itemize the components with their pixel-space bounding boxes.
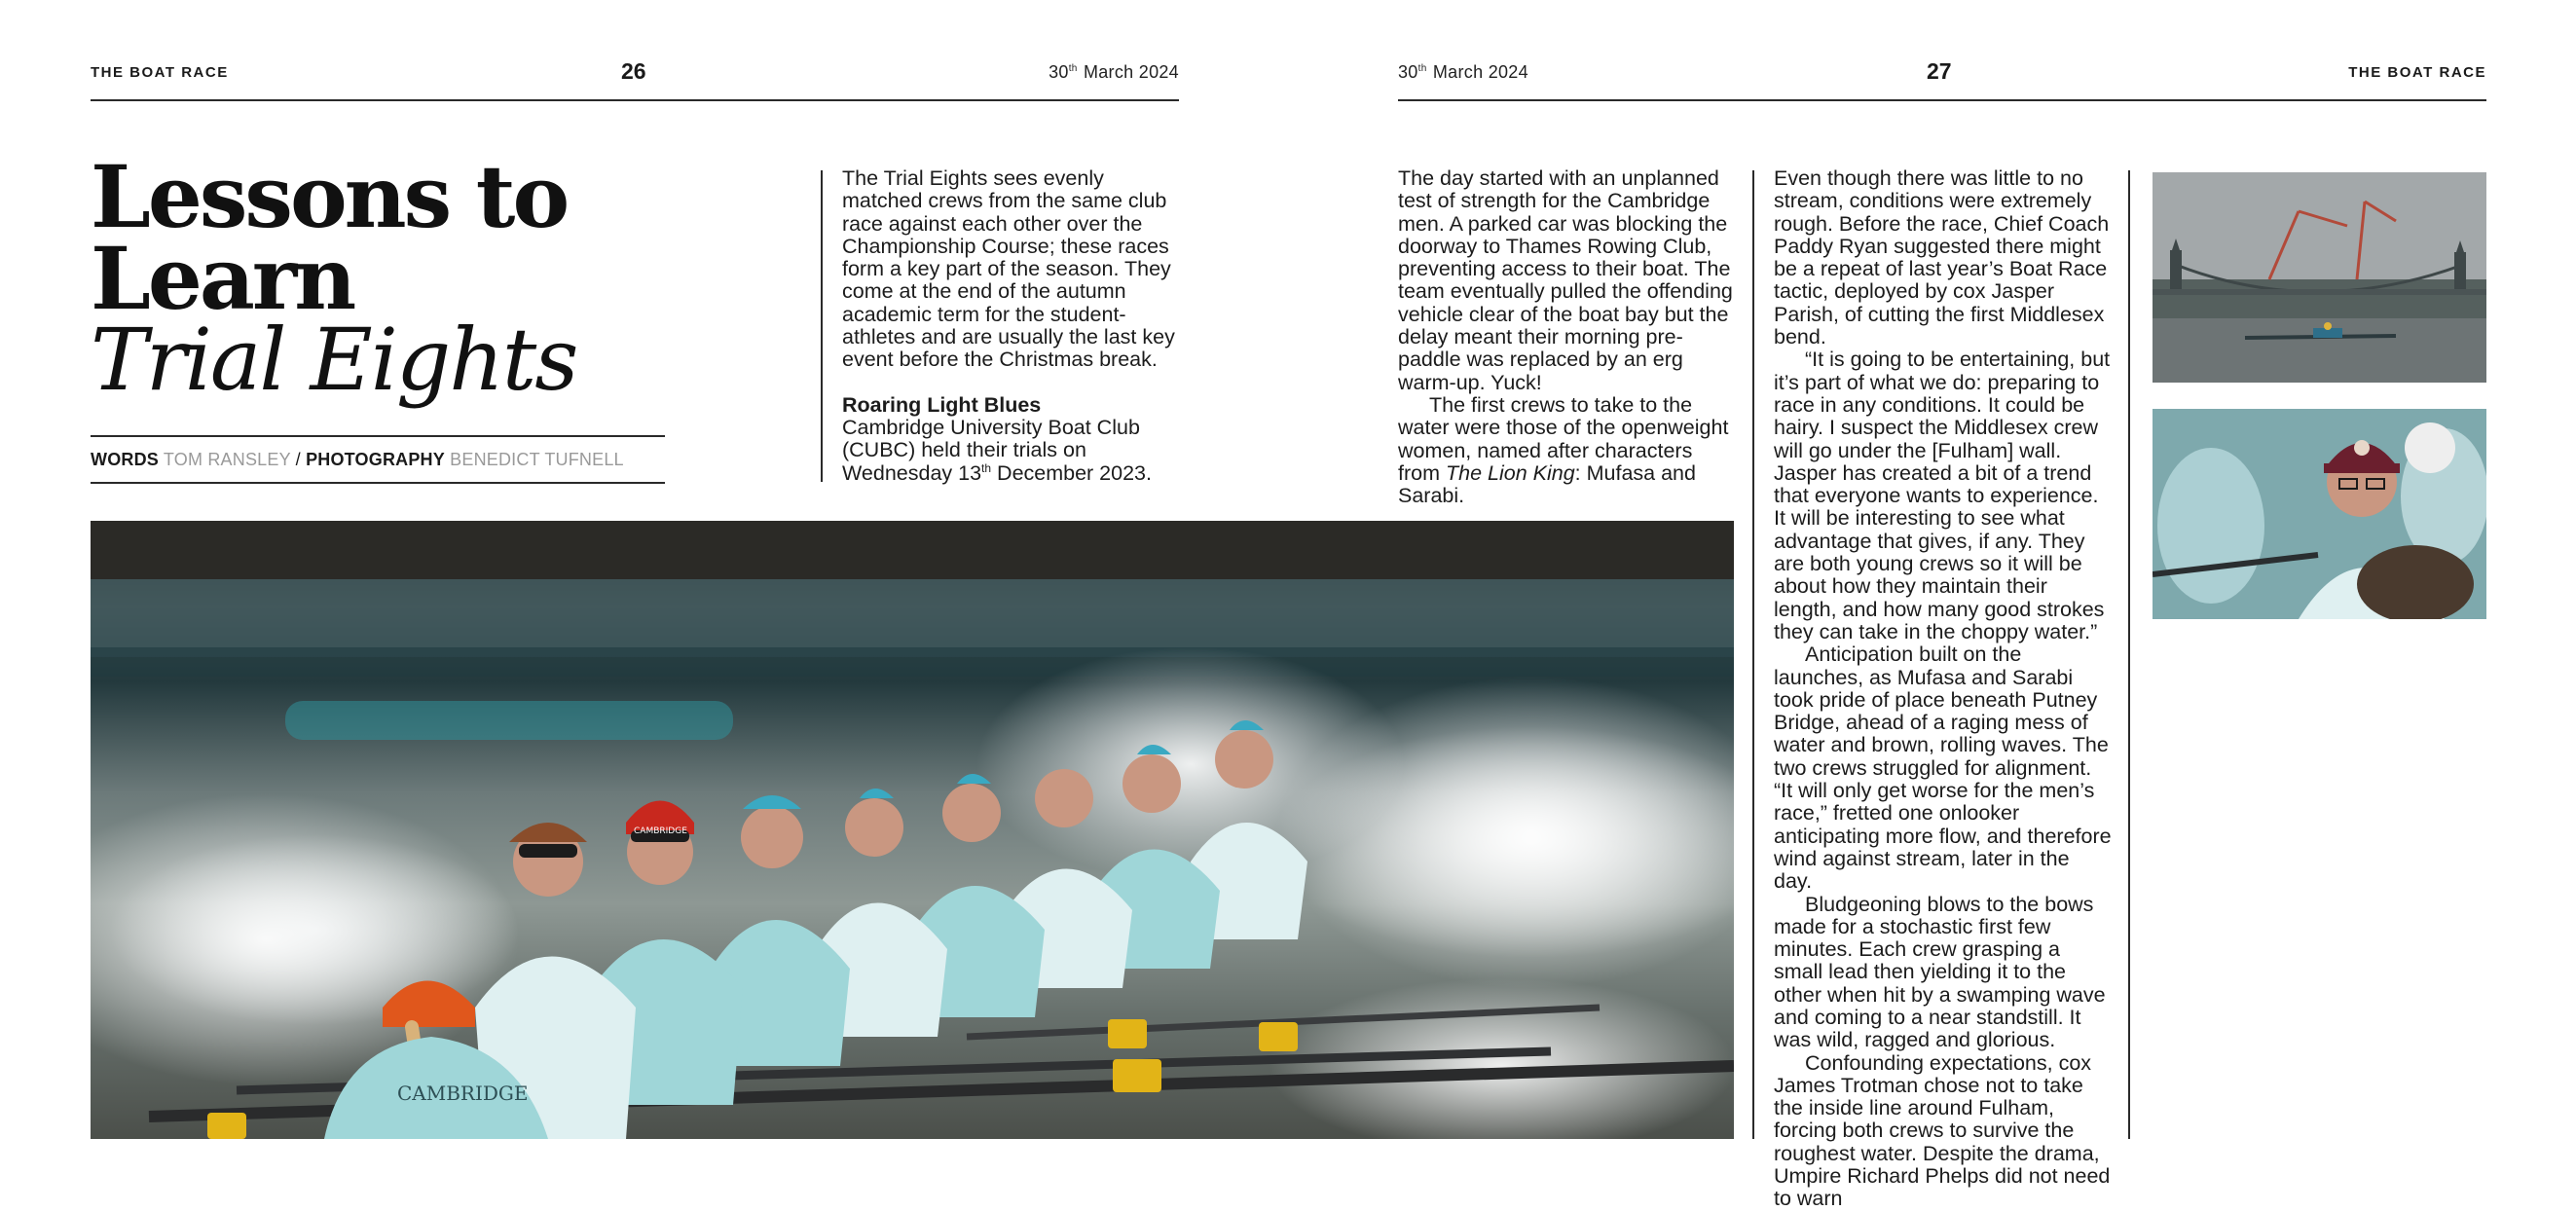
headline-line-3: Trial Eights — [91, 310, 577, 410]
col2-paragraph-2: The first crews to take to the water were those of the openweight women, named after characters from The Lion King: Mufasa and Sarabi. — [1398, 392, 1729, 508]
col3-paragraph-5: Confounding expectations, cox James Trotman chose not to take the inside line around Fulham, forcing both crews to survive the roughest water. Despite the drama, Umpire Richard Phelps did not need to warn — [1774, 1050, 2111, 1211]
photo-cambridge-womens-crew — [91, 521, 1734, 1139]
headline-line-1: Lessons to — [91, 146, 568, 247]
intro-paragraph: The Trial Eights sees evenly matched crews from the same club race against each other over the Championship Course; these races form a key part of the season. They come at the end of the autumn academic term for the student-athletes and are usually the last key event before the Christmas break. — [842, 166, 1175, 372]
intro-paragraph-2: Cambridge University Boat Club (CUBC) held their trials on Wednesday 13th December 2023. — [842, 415, 1152, 485]
cox-back-lettering: CAMBRIDGE — [397, 1082, 529, 1105]
body-column-2 — [1398, 167, 1733, 507]
crew-closeup-illustration — [2153, 409, 2486, 619]
column-rule-2 — [1752, 170, 1754, 1139]
words-label: WORDS — [91, 450, 159, 469]
col3-paragraph-3: Anticipation built on the launches, as Mufasa and Sarabi took pride of place beneath Putney Bridge, ahead of a raging mess of water and brown, rolling waves. The two crews struggled for alignment. “It will only get worse for the men’s race,” fretted one onlooker anticipating more flow, and therefore wind against stream, later in the day. — [1774, 642, 2112, 894]
words-author: TOM RANSLEY — [163, 450, 291, 469]
left-publication-name: THE BOAT RACE — [91, 64, 229, 81]
intro-subhead: Roaring Light Blues — [842, 392, 1042, 417]
right-publication-name: THE BOAT RACE — [2348, 64, 2486, 81]
photographer-name: BENEDICT TUFNELL — [450, 450, 624, 469]
cap-lettering: CAMBRIDGE — [634, 826, 687, 836]
body-column-3 — [1774, 167, 2113, 1211]
col3-paragraph-2: “It is going to be entertaining, but it’s part of what we do: preparing to race in any conditions. It could be hairy. I suspect the Middlesex crew will go under the [Fulham] wall. Jasper has created a bit of a trend that everyone wants to experience. It will be interesting to see what advantage that gives, if any. They are both young crews so it will be about how they maintain their length, and how many good strokes they can take in the choppy water.” — [1774, 348, 2111, 643]
right-running-header — [1398, 55, 2486, 101]
left-issue-date: 30th March 2024 — [1049, 62, 1179, 82]
article-credits — [91, 435, 665, 484]
left-running-header — [91, 55, 1179, 101]
article-headline — [91, 146, 675, 410]
photo-crew-closeup — [2153, 409, 2486, 619]
column-rule-intro — [821, 170, 823, 482]
col3-paragraph-4: Bludgeoning blows to the bows made for a stochastic first few minutes. Each crew grasping a small lead then yielding it to the other when hit by a swamping wave and coming to a near standstill. It was wild, ragged and glorious. — [1774, 892, 2106, 1052]
column-rule-3 — [2128, 170, 2130, 1139]
col2-paragraph-1: The day started with an unplanned test of strength for the Cambridge men. A parked car was blocking the doorway to Thames Rowing Club, preventing access to their boat. The team eventually pulled the offending vehicle clear of the boat bay but the delay meant their morning pre-paddle was replaced by an erg warm-up. Yuck! — [1398, 166, 1733, 394]
credit-separator: / — [290, 450, 307, 469]
photo-hammersmith-bridge — [2153, 172, 2486, 383]
headline-line-2: Learn — [91, 228, 354, 329]
intro-column — [842, 167, 1181, 485]
photography-label: PHOTOGRAPHY — [306, 450, 445, 469]
right-issue-date: 30th March 2024 — [1398, 62, 1528, 82]
main-photo-illustration — [91, 521, 1734, 1139]
left-page-number: 26 — [621, 58, 646, 84]
right-page-number: 27 — [1927, 58, 1952, 84]
col3-paragraph-1: Even though there was little to no stream, conditions were extremely rough. Before the race, Chief Coach Paddy Ryan suggested there might be a repeat of last year’s Boat Race tactic, deployed by cox Jasper Parish, of cutting the first Middlesex bend. — [1774, 166, 2110, 349]
bridge-photo-illustration — [2153, 172, 2486, 383]
